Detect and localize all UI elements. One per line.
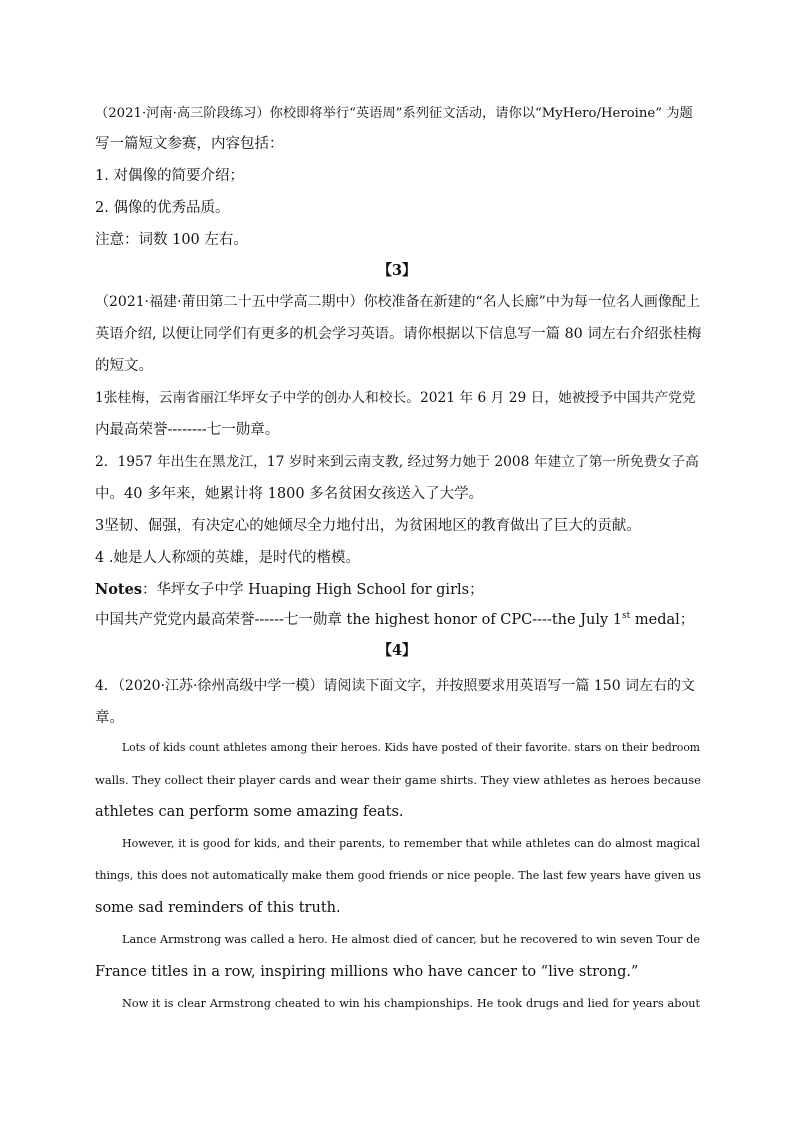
- passage-para1-line-2: walls. They collect their player cards and wear their game shirts. They view athletes as heroes because: [95, 773, 701, 787]
- passage-para3-line-1: Lance Armstrong was called a hero. He almost died of cancer, but he recovered to win seven Tour de: [122, 933, 700, 946]
- prompt3-notes-line: [95, 580, 701, 600]
- passage-para2-line-3: some sad reminders of this truth.: [95, 900, 341, 916]
- passage-para2-line-2: things, this does not automatically make them good friends or nice people. The last few years have given us: [95, 869, 701, 882]
- prompt4-line-2: 章。: [95, 710, 124, 726]
- section-4-header: 【4】: [377, 642, 417, 659]
- prompt3-item-4: 4 .她是人人称颂的英雄，是时代的楷模。: [95, 550, 360, 566]
- notes-text: ：华坪女子中学 Huaping High School for girls；: [142, 582, 484, 598]
- prompt3-line-1: （2021·福建·莆田第二十五中学高二期中）你校准备在新建的“名人长廊”中为每一位名人画像配上: [95, 294, 700, 310]
- passage-para1-line-3: athletes can perform some amazing feats.: [95, 804, 404, 820]
- prompt4-line-1: 4．（2020·江苏·徐州高级中学一模）请阅读下面文字，并按照要求用英语写一篇 150 词左右的文: [95, 678, 696, 694]
- prompt3-item-2a: 2．1957 年出生在黑龙江，17 岁时来到云南支教, 经过努力她于 2008 年建立了第一所免费女子高: [95, 454, 699, 470]
- section-3-header: 【3】: [377, 262, 417, 279]
- prompt3-item-2b: 中。40 多年来，她累计将 1800 多名贫困女孩送入了大学。: [95, 486, 484, 502]
- passage-para2-line-1: However, it is good for kids, and their parents, to remember that while athletes can do almost magical: [122, 837, 700, 850]
- prompt3-item-1a: 1张桂梅，云南省丽江华坪女子中学的创办人和校长。2021 年 6 月 29 日，她被授予中国共产党党: [95, 390, 696, 406]
- prompt3-line-2: 英语介绍, 以便让同学们有更多的机会学习英语。请你根据以下信息写一篇 80 词左右介绍张桂梅: [95, 326, 702, 342]
- prompt2-line-2: 写一篇短文参赛，内容包括：: [95, 136, 284, 152]
- prompt2-item-2: 2. 偶像的优秀品质。: [95, 200, 230, 216]
- prompt2-line-1: （2021·河南·高三阶段练习）你校即将举行“英语周”系列征文活动，请你以“MyHero/Heroine” 为题: [95, 106, 693, 121]
- prompt2-item-1: 1. 对偶像的简要介绍；: [95, 168, 244, 184]
- prompt3-item-3: 3坚韧、倔强，有决定心的她倾尽全力地付出，为贫困地区的教育做出了巨大的贡献。: [95, 518, 641, 534]
- prompt3-item-1b: 内最高荣誉--------七一勋章。: [95, 422, 280, 438]
- prompt2-note: 注意：词数 100 左右。: [95, 232, 248, 248]
- passage-para1-line-1: Lots of kids count athletes among their heroes. Kids have posted of their favorite. stars on their bedroom: [122, 741, 700, 754]
- passage-para4-line-1: Now it is clear Armstrong cheated to win his championships. He took drugs and lied for years about: [122, 997, 700, 1010]
- notes-line-2-text: 中国共产党党内最高荣誉------七一勋章 the highest honor of CPC----the July 1: [95, 612, 623, 628]
- passage-para3-line-2: France titles in a row, inspiring millions who have cancer to “live strong.”: [95, 964, 639, 980]
- notes-line-2-end: medal；: [630, 612, 695, 628]
- prompt3-notes-line-2: [95, 610, 701, 630]
- prompt3-line-3: 的短文。: [95, 358, 153, 374]
- notes-label: Notes: [95, 581, 143, 598]
- notes-line-2-superscript: st: [622, 611, 631, 622]
